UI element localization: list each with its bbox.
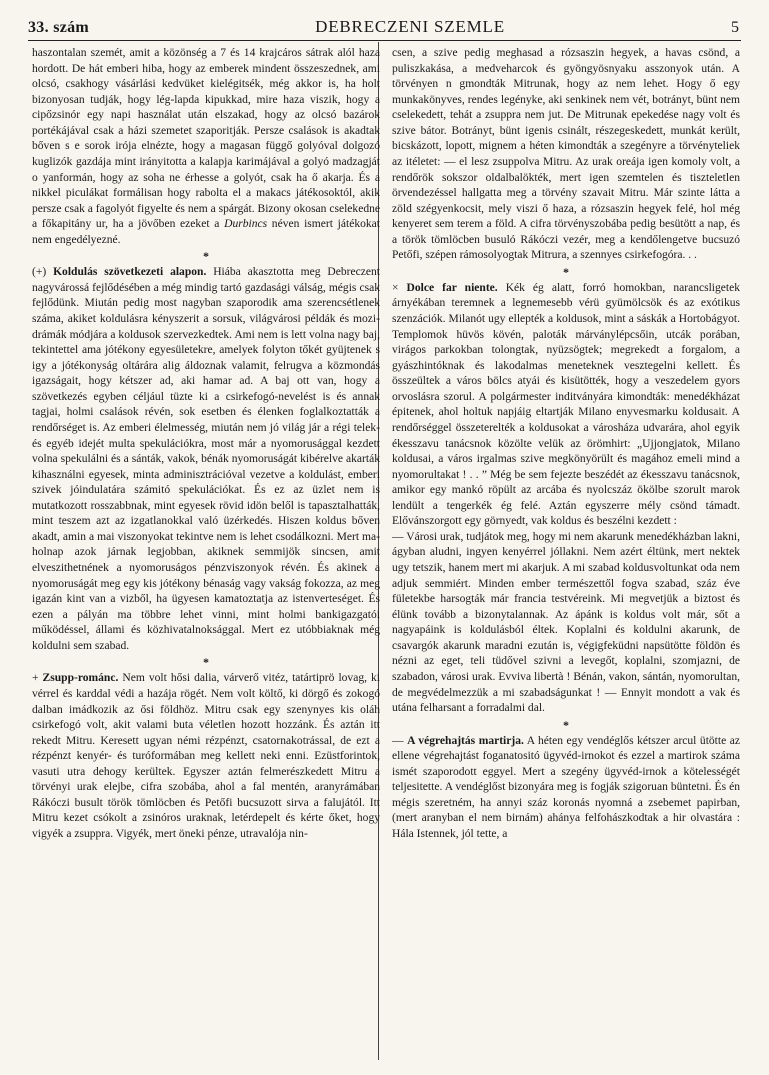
article-continuation: csen, a szive pedig meghasad a rózsaszin hegyek, a havas csönd, a puliszkakása, a medveharcok és gyöngyösnyaku asszonyok után. A törvényen n gmondták Mitrunak, hogy az nem lehet. Hogy ő egy munkakönyves, rendes legényke, aki senkinek nem vét, botrányt, bünt nem cselekedett, tehát a zsuppra nem jut. De Mitrunak epekedése nagy volt és szive bátor. Botrányt, bünt igenis csinált, részegeskedett, munkát került, bicskázott, lopott, mignem a héten kimondták a szegényre a törvényteliek az itéletet: — el lesz zsuppolva Mitru. Az urak oreája igen komoly volt, a rendőrök sokszor oldalbalökték, mert igen szemtelen és tiszteletlen örvendezéssel hallgatta meg a törvény szavait Mitru. Már szinte látta a zöld szégyenkocsit, mely viszi ő haza, a rózsaszin hegyek felé, hol még kenyeret sem terem a föld. A cifra törvényszobába pedig besütött a nap, és a török tömlöcben busuló Rákóczi vezér, meg a kendőlengetve bucsuzó Petőfi, szépen rámosolyogtak Mitrura, a szennyes csirkefogóra. . . <box>392 47 740 262</box>
article-zsupp-romanc <box>32 671 380 842</box>
article-title: A végrehajtás martirja. <box>407 734 524 747</box>
article-title: Koldulás szövetkezeti alapon. <box>53 266 207 279</box>
article-tail-paragraph: haszontalan szemét, amit a közönség a 7 és 14 krajcáros sátrak alól haza hordott. De hát emberi hiba, hogy az emberek mindent összeszednek, ami olcsó, csakhogy vásárlási kedvüket kielégitsék, még akkor is, ha holt bizonyosan tudják, hogy lég-lapda kipukkad, mire haza viszik, hogy a cipőzsinór egy napi használat után elszakad, hogy az olcsó bazárok portékájával csak a házi szemetet szaporitják. Persze csalások is akadtak bőven s e sorok irója elnézte, hogy a magasan függő golyóval dolgozó kuglizók gazdája mint irányitotta a kalapja karimájával a golyó madzagját o yanformán, hogy az soha ne érhesse a golyót, csak ha ő akarja. És a nikkel piculákat formálisan hogy rabolta el a makacs játékosoktól, akik persze csak a fagolyót figyelte és nem a spárgát. Bizony okosan cselekedne a főkapitány ur, ha a jövőben ezeket a Durbincs néven ismert játékokat nem engedélyezné. <box>32 47 380 246</box>
right-column <box>392 46 740 843</box>
section-separator: * <box>563 717 569 732</box>
article-body: Nem volt hősi dalia, várverő vitéz, tatártiprö lovag, ki vérrel és karddal védi a hazája rögét. Nem volt költő, ki dörgő és zokogó dalban imádkozik az ősi földhöz. Mitru csak egy szenynyes kis oláh csirkefogó volt, akit valami buta véletlen hozott hozzánk. És aztán itt rekedt Mitru. Keresett ugyan némi rézpénzt, csatornakotrással, de ezt a rézpénzt kenyér- és turóformában meg kellett neki enni. Ezüstforintok, vasuti utra dehogy kerültek. Egyszer aztán felmerészkedett Mitru a törvényi urak elejbe, cifra szobába, ahol a fal mentén, aranyrámában Rákóczi busult török tömlöcben és Petőfi bucsuzott sirva a falujától. Itt Mitru kezet csókolt a zsinóros uraknak, letérdepelt és kérte őket, hogy vigyék a zsuppra. Vigyék, mert öneki pénze, utravalója nin- <box>32 672 380 840</box>
article-title: Dolce far niente. <box>406 281 498 294</box>
quoted-speech: — Városi urak, tudjátok meg, hogy mi nem akarunk menedékházban lakni, ágyban aludni, ingyen kenyérrel jóllakni. Nem azért éltünk, mert nektek ugy tetszik, hanem mert mi akarjuk. A mi szabad koldusvoltunkat oda nem adjuk semmiért. Minden ember természettől fogva szabad, száz éve fületekbe harsogták már francia testvéreink. Mi megvetjük a biztost és élünk tovább a bizonytalannak. Az ápánk is koldus volt már, sőt a nagyapáink is koldulásból éltek. Koplalni és koldulni akarunk, de csavargók akarunk maradni ezután is, végigfeküdni napsütötte földön és nézni az eget, teli tüdővel szivni a levegőt, koplalni, szomjazni, de szabadon, városi urak. Evviva libertà ! Bénán, vakon, sántán, nyomorultan, de megvédelmezzük a mi szabadságunkat ! — Ennyit mondott a vak és utána felharsant a forradalmi dal. <box>392 530 740 715</box>
section-separator: * <box>203 655 209 670</box>
article-body: Hiába akasztotta meg Debreczent nagyvárossá fejlődésében a még mindig tartó gazdasági válság, mégis csak fejlődünk. Miután pedig most nagyban szaporodik ama szerencsétlenek száma, akiket koldulásra kényszerit a sorsuk, világvárosi példák és mozi-drámák módjára a koldusok szervezkedtek. Ami nem is lett volna nagy baj, tekintettel ama jótékony egyesületekre, amelyek folyton tőkét gyüjtenek s igy a jótékonyság oltárára alig áldoznak valamit, felrugva a közmondás igazságait, hogy kétszer ad, aki hamar ad. A baj ott van, hogy a szövetkezés egyben céljául tüzte ki a csirkefogó-nevelést is és annak tagjai, holmi csalások révén, sok esetben és élenken foglalkoztatták a rendőrséget is. Az emberi élelmesség, miután nem jó világ jár a régi telek- és egyéb idejét multa spekulációkra, most már a nyomorusággal kezdett volna spekulálni és a sánták, vakok, bénák nyomoruságát kibérelve akarták kihasználni egyesek, minta adminisztrációval vezetve a koldulást, emberi szivek jóindulatára számitó spekulációkat. És ez az üzlet nem is mutatkozott rosszabbnak, mint egyesek rövid idön belől is tapasztalhatták, mint teszem azt az izgatlanokkal való üzérkedés. Hiszen koldus bőven akadt, amin a mai viszonyokat tekintve nem is lehet csodálkozni. Mert ma-holnap azok járnak legjobban, akiknek semmijök sincsen, amit elveszithetnének a nyomoruságos pénzviszonyok révén. És akinek a nyomoruságát meg egy kis jótékony bénaság vagy vakság fokozza, az meg igazán kint van a vizből, ha ügyesen kamatoztatja az istenverteséget. És ezen a pályán ma többre lehet vinni, mint holmi bankigazgatói működéssel, állami és közhivatalnoksággal. Mert ez utóbbiaknak még koldulni sem szabad. <box>32 266 380 652</box>
section-separator: * <box>563 264 569 279</box>
article-body: Kék ég alatt, forró homokban, narancsligetek árnyékában teremnek a legnemesebb vérü gyümölcsök és az exótikus szenzációk. Milanót ugy ellepték a koldusok, mint a sáskák a Hortobágyot. Templomok hüvös kövén, paloták márványlépcsőin, utcák porában, virágos parkokban tolongtak, nyüzsögtek; megrekedt a forgalom, a gyászhintóknak és lakodalmas meneteknek vesztegelni kellett. És összeültek a város bölcs atyái és kisütötték, hogy a veszedelem gyors orvoslásra szorul. A polgármester inditványára kimondták: menedékházat épitenek, ahol holtuk napjáig eltartják Milano enyvesmarku koldusait. A rendőrséggel összeterelték a koldusokat a városháza udvarára, ahol egyik ékesszavu tanácsnok közölte velük az örömhirt: „Ujjongjatok, Milano koldusai, a város irgalmas szive megkönyörült és magához emeli mind a nyomorultakat ! . . ” Még be sem fejezte beszédét az ékesszavu tanácsnok, amikor egy mankó röpült az arcába és nyolcszáz ökölbe szorult marok lendült a tengerkék ég felé. Aztán egyszerre mély csönd támadt. Elővánszorgott egy görnyedt, vak koldus és beszélni kezdett : <box>392 281 741 528</box>
article-mark: + <box>32 672 39 685</box>
article-mark: (+) <box>32 266 47 279</box>
article-mark: — <box>392 734 404 747</box>
article-title: Zsupp-románc. <box>42 672 119 685</box>
article-dolce-far-niente <box>392 281 740 530</box>
article-mark: × <box>392 281 399 294</box>
article-koldulas <box>32 265 380 654</box>
article-vegrehajtas <box>392 734 740 843</box>
section-separator: * <box>203 249 209 264</box>
left-column <box>32 46 380 843</box>
article-body: A héten egy vendéglős kétszer arcul ütötte az ellene végrehajtást foganatositó ügyvéd-irnokot és ezzel a martirok száma ismét szaporodott eggyel. Mert a szegény ügyvéd-irnok a kötelességét teljesitette. A vendéglőst bizonyára meg is fogják szigoruan büntetni. És én mégis szeretném, ha annyi száz koronás nyomná a zsebemet papirban, (mert aranyban el nem birnám) ahánya felfohászkodtak a hir olvastára : Hála Istennek, jól tette, a <box>392 734 740 840</box>
running-header <box>28 14 741 41</box>
page-number: 5 <box>730 19 739 36</box>
publication-title: DEBRECZENI SZEMLE <box>315 17 505 36</box>
game-name: Durbincs <box>224 218 268 231</box>
issue-number: 33. szám <box>28 19 90 36</box>
